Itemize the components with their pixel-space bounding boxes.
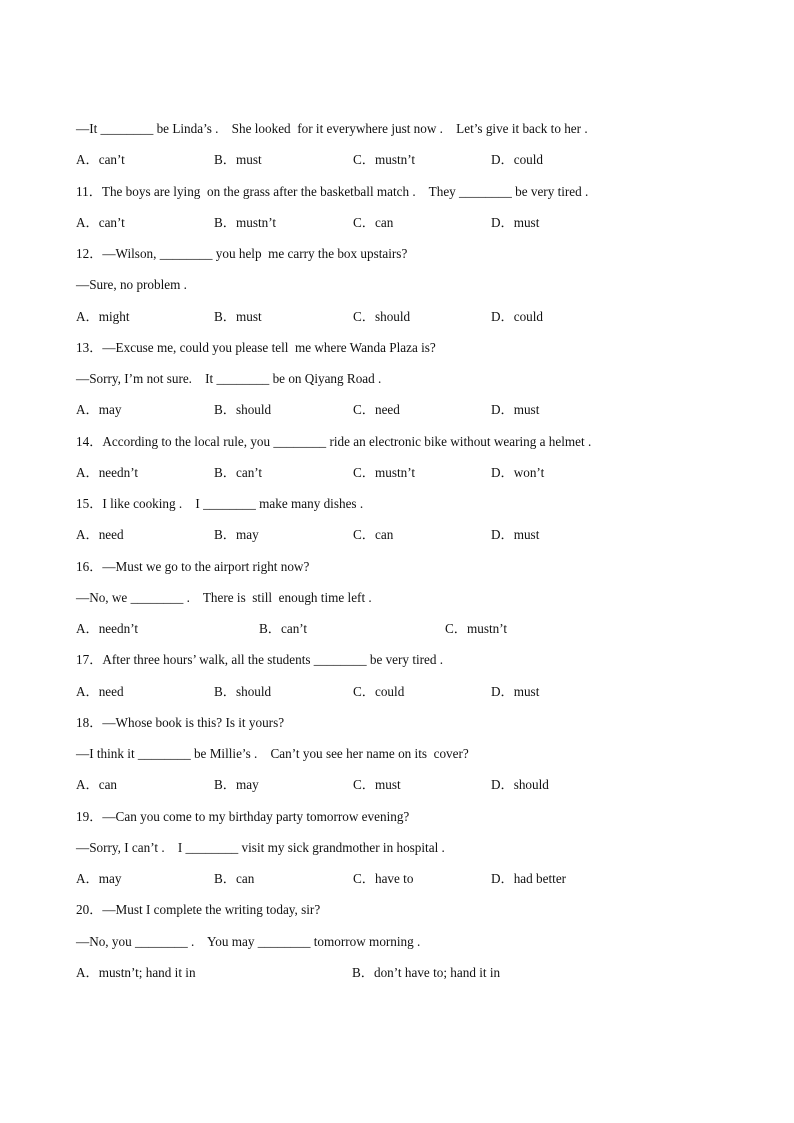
question-line: 13．—Excuse me, could you please tell me where Wanda Plaza is? <box>76 340 436 355</box>
question-line: —No, you ________ . You may ________ tomorrow morning . <box>76 934 421 949</box>
answer-option[interactable]: C．mustn’t <box>445 621 508 636</box>
answer-option[interactable]: C．can <box>353 215 394 230</box>
answer-option[interactable]: B．can’t <box>214 465 263 480</box>
answer-option[interactable]: A．can’t <box>76 152 125 167</box>
answer-options-row <box>76 307 776 327</box>
answer-option[interactable]: B．can <box>214 871 255 886</box>
answer-option[interactable]: B．may <box>214 777 259 792</box>
answer-option[interactable]: C．should <box>353 309 411 324</box>
answer-option[interactable]: C．can <box>353 527 394 542</box>
answer-options-row <box>76 963 776 983</box>
answer-options-row <box>76 400 776 420</box>
answer-options-row <box>76 775 776 795</box>
answer-option[interactable]: A．may <box>76 402 122 417</box>
answer-option[interactable]: A．need <box>76 527 124 542</box>
answer-option[interactable]: A．need <box>76 684 124 699</box>
answer-option[interactable]: D．must <box>491 684 540 699</box>
answer-option[interactable]: A．may <box>76 871 122 886</box>
question-line: 20．—Must I complete the writing today, sir? <box>76 902 321 917</box>
answer-option[interactable]: C．mustn’t <box>353 465 416 480</box>
answer-option[interactable]: B．should <box>214 684 272 699</box>
answer-option[interactable]: C．need <box>353 402 400 417</box>
answer-option[interactable]: A．needn’t <box>76 621 139 636</box>
question-line: 19．—Can you come to my birthday party tomorrow evening? <box>76 809 410 824</box>
question-line: —Sure, no problem . <box>76 277 187 292</box>
answer-option[interactable]: C．could <box>353 684 405 699</box>
question-line: 16．—Must we go to the airport right now? <box>76 559 310 574</box>
answer-option[interactable]: D．should <box>491 777 549 792</box>
answer-options-row <box>76 869 776 889</box>
question-line: 12．—Wilson, ________ you help me carry the box upstairs? <box>76 246 408 261</box>
answer-options-row <box>76 619 776 639</box>
answer-option[interactable]: A．can <box>76 777 118 792</box>
answer-options-row <box>76 682 776 702</box>
answer-option[interactable]: C．have to <box>353 871 414 886</box>
answer-option[interactable]: B．must <box>214 309 262 324</box>
answer-options-row <box>76 150 776 170</box>
answer-option[interactable]: D．won’t <box>491 465 545 480</box>
question-line: —No, we ________ . There is still enough time left . <box>76 590 372 605</box>
question-line: 15．I like cooking . I ________ make many dishes . <box>76 496 364 511</box>
question-line: 17．After three hours’ walk, all the students ________ be very tired . <box>76 652 444 667</box>
answer-options-row <box>76 525 776 545</box>
answer-options-row <box>76 463 776 483</box>
answer-option[interactable]: B．should <box>214 402 272 417</box>
answer-options-row <box>76 213 776 233</box>
question-line: 18．—Whose book is this? Is it yours? <box>76 715 285 730</box>
answer-option[interactable]: D．had better <box>491 871 567 886</box>
answer-option[interactable]: B．must <box>214 152 262 167</box>
question-line: —Sorry, I’m not sure. It ________ be on Qiyang Road . <box>76 371 382 386</box>
answer-option[interactable]: D．could <box>491 152 544 167</box>
answer-option[interactable]: D．must <box>491 527 540 542</box>
answer-option[interactable]: D．must <box>491 402 540 417</box>
question-line: 14．According to the local rule, you ________ ride an electronic bike without wearing a helmet . <box>76 434 592 449</box>
answer-option[interactable]: A．can’t <box>76 215 125 230</box>
answer-option[interactable]: A．might <box>76 309 130 324</box>
answer-option[interactable]: B．don’t have to; hand it in <box>352 965 501 980</box>
question-line: 11．The boys are lying on the grass after the basketball match . They ________ be very tired . <box>76 184 589 199</box>
answer-option[interactable]: B．can’t <box>259 621 308 636</box>
answer-option[interactable]: A．mustn’t; hand it in <box>76 965 196 980</box>
question-line: —It ________ be Linda’s . She looked for it everywhere just now . Let’s give it back to her . <box>76 121 588 136</box>
answer-option[interactable]: C．must <box>353 777 401 792</box>
answer-option[interactable]: B．mustn’t <box>214 215 277 230</box>
answer-option[interactable]: D．could <box>491 309 544 324</box>
answer-option[interactable]: B．may <box>214 527 259 542</box>
question-line: —I think it ________ be Millie’s . Can’t you see her name on its cover? <box>76 746 469 761</box>
question-line: —Sorry, I can’t . I ________ visit my sick grandmother in hospital . <box>76 840 445 855</box>
answer-option[interactable]: A．needn’t <box>76 465 139 480</box>
answer-option[interactable]: C．mustn’t <box>353 152 416 167</box>
answer-option[interactable]: D．must <box>491 215 540 230</box>
